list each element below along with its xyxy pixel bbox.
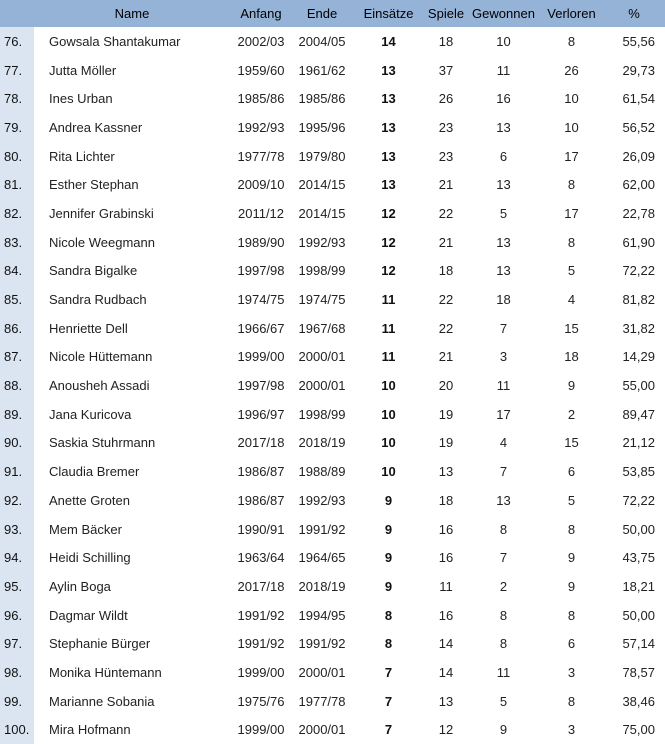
table-row <box>0 285 665 314</box>
cell-rank: 93. <box>0 515 34 544</box>
cell-rank: 92. <box>0 486 34 515</box>
cell-gewonnen: 13 <box>467 170 540 199</box>
cell-start: 2009/10 <box>230 170 292 199</box>
cell-rank: 91. <box>0 457 34 486</box>
cell-end: 1991/92 <box>292 515 352 544</box>
header-rank <box>0 0 34 27</box>
cell-gewonnen: 9 <box>467 716 540 744</box>
table-row <box>0 27 665 56</box>
cell-name: Saskia Stuhrmann <box>34 429 230 458</box>
cell-end: 1994/95 <box>292 601 352 630</box>
cell-rank: 78. <box>0 84 34 113</box>
cell-gewonnen: 11 <box>467 371 540 400</box>
cell-name: Sandra Bigalke <box>34 257 230 286</box>
header-gewonnen: Gewonnen <box>467 0 540 27</box>
cell-name: Claudia Bremer <box>34 457 230 486</box>
cell-name: Nicole Weegmann <box>34 228 230 257</box>
table-row <box>0 658 665 687</box>
cell-end: 2000/01 <box>292 343 352 372</box>
cell-percent: 14,29 <box>603 343 665 372</box>
cell-end: 2018/19 <box>292 572 352 601</box>
cell-verloren: 8 <box>540 170 603 199</box>
cell-name: Stephanie Bürger <box>34 629 230 658</box>
cell-gewonnen: 5 <box>467 687 540 716</box>
cell-einsaetze: 13 <box>352 56 425 85</box>
cell-spiele: 13 <box>425 687 467 716</box>
cell-name: Jutta Möller <box>34 56 230 85</box>
cell-einsaetze: 11 <box>352 285 425 314</box>
cell-name: Anette Groten <box>34 486 230 515</box>
cell-end: 2014/15 <box>292 199 352 228</box>
table-row <box>0 429 665 458</box>
cell-spiele: 18 <box>425 257 467 286</box>
cell-rank: 94. <box>0 543 34 572</box>
cell-spiele: 23 <box>425 142 467 171</box>
cell-rank: 88. <box>0 371 34 400</box>
cell-percent: 29,73 <box>603 56 665 85</box>
cell-end: 1979/80 <box>292 142 352 171</box>
cell-end: 2000/01 <box>292 371 352 400</box>
cell-gewonnen: 16 <box>467 84 540 113</box>
table-body <box>0 27 665 744</box>
cell-rank: 79. <box>0 113 34 142</box>
cell-einsaetze: 10 <box>352 400 425 429</box>
cell-start: 2017/18 <box>230 429 292 458</box>
cell-einsaetze: 10 <box>352 457 425 486</box>
cell-gewonnen: 17 <box>467 400 540 429</box>
header-verloren: Verloren <box>540 0 603 27</box>
table-row <box>0 543 665 572</box>
header-name: Name <box>34 0 230 27</box>
cell-start: 1997/98 <box>230 371 292 400</box>
cell-spiele: 11 <box>425 572 467 601</box>
cell-percent: 22,78 <box>603 199 665 228</box>
cell-name: Gowsala Shantakumar <box>34 27 230 56</box>
cell-einsaetze: 10 <box>352 371 425 400</box>
cell-verloren: 9 <box>540 543 603 572</box>
cell-gewonnen: 10 <box>467 27 540 56</box>
table-row <box>0 56 665 85</box>
cell-end: 2004/05 <box>292 27 352 56</box>
cell-name: Dagmar Wildt <box>34 601 230 630</box>
cell-gewonnen: 11 <box>467 658 540 687</box>
cell-percent: 61,90 <box>603 228 665 257</box>
cell-rank: 95. <box>0 572 34 601</box>
cell-gewonnen: 4 <box>467 429 540 458</box>
cell-spiele: 14 <box>425 658 467 687</box>
cell-gewonnen: 13 <box>467 113 540 142</box>
cell-gewonnen: 13 <box>467 257 540 286</box>
cell-start: 1975/76 <box>230 687 292 716</box>
cell-verloren: 8 <box>540 687 603 716</box>
table-row <box>0 629 665 658</box>
cell-rank: 89. <box>0 400 34 429</box>
table-row <box>0 400 665 429</box>
cell-name: Jana Kuricova <box>34 400 230 429</box>
cell-start: 1986/87 <box>230 486 292 515</box>
cell-einsaetze: 8 <box>352 601 425 630</box>
cell-percent: 50,00 <box>603 601 665 630</box>
cell-verloren: 15 <box>540 429 603 458</box>
cell-verloren: 15 <box>540 314 603 343</box>
cell-rank: 86. <box>0 314 34 343</box>
cell-einsaetze: 12 <box>352 199 425 228</box>
cell-verloren: 8 <box>540 515 603 544</box>
cell-end: 2014/15 <box>292 170 352 199</box>
cell-percent: 78,57 <box>603 658 665 687</box>
cell-rank: 80. <box>0 142 34 171</box>
cell-verloren: 3 <box>540 658 603 687</box>
table-row <box>0 457 665 486</box>
cell-verloren: 18 <box>540 343 603 372</box>
table-row <box>0 601 665 630</box>
cell-gewonnen: 11 <box>467 56 540 85</box>
cell-end: 1967/68 <box>292 314 352 343</box>
cell-verloren: 9 <box>540 572 603 601</box>
cell-rank: 87. <box>0 343 34 372</box>
cell-gewonnen: 7 <box>467 457 540 486</box>
cell-einsaetze: 13 <box>352 142 425 171</box>
cell-gewonnen: 6 <box>467 142 540 171</box>
cell-percent: 75,00 <box>603 716 665 744</box>
cell-name: Andrea Kassner <box>34 113 230 142</box>
table-row <box>0 228 665 257</box>
cell-rank: 83. <box>0 228 34 257</box>
cell-end: 1964/65 <box>292 543 352 572</box>
cell-einsaetze: 11 <box>352 343 425 372</box>
cell-name: Aylin Boga <box>34 572 230 601</box>
cell-end: 1985/86 <box>292 84 352 113</box>
cell-name: Jennifer Grabinski <box>34 199 230 228</box>
cell-end: 2000/01 <box>292 658 352 687</box>
cell-rank: 90. <box>0 429 34 458</box>
cell-start: 1992/93 <box>230 113 292 142</box>
cell-start: 1997/98 <box>230 257 292 286</box>
cell-start: 2011/12 <box>230 199 292 228</box>
cell-start: 1991/92 <box>230 601 292 630</box>
cell-einsaetze: 9 <box>352 543 425 572</box>
table-row <box>0 170 665 199</box>
cell-start: 1999/00 <box>230 343 292 372</box>
cell-name: Monika Hüntemann <box>34 658 230 687</box>
cell-end: 1961/62 <box>292 56 352 85</box>
cell-end: 1998/99 <box>292 257 352 286</box>
cell-spiele: 20 <box>425 371 467 400</box>
cell-start: 1991/92 <box>230 629 292 658</box>
cell-rank: 98. <box>0 658 34 687</box>
cell-spiele: 18 <box>425 486 467 515</box>
cell-name: Nicole Hüttemann <box>34 343 230 372</box>
table-row <box>0 572 665 601</box>
cell-spiele: 16 <box>425 515 467 544</box>
cell-gewonnen: 7 <box>467 314 540 343</box>
cell-percent: 43,75 <box>603 543 665 572</box>
cell-end: 1998/99 <box>292 400 352 429</box>
cell-spiele: 37 <box>425 56 467 85</box>
cell-start: 1985/86 <box>230 84 292 113</box>
cell-percent: 55,00 <box>603 371 665 400</box>
cell-start: 1966/67 <box>230 314 292 343</box>
cell-percent: 18,21 <box>603 572 665 601</box>
cell-einsaetze: 13 <box>352 113 425 142</box>
cell-spiele: 22 <box>425 199 467 228</box>
cell-verloren: 10 <box>540 113 603 142</box>
cell-percent: 56,52 <box>603 113 665 142</box>
cell-spiele: 23 <box>425 113 467 142</box>
table-row <box>0 716 665 744</box>
table-row <box>0 113 665 142</box>
cell-start: 1974/75 <box>230 285 292 314</box>
cell-start: 1959/60 <box>230 56 292 85</box>
cell-einsaetze: 7 <box>352 658 425 687</box>
cell-verloren: 9 <box>540 371 603 400</box>
cell-gewonnen: 18 <box>467 285 540 314</box>
cell-einsaetze: 10 <box>352 429 425 458</box>
cell-spiele: 19 <box>425 400 467 429</box>
cell-rank: 100. <box>0 716 34 744</box>
cell-verloren: 17 <box>540 142 603 171</box>
cell-start: 1986/87 <box>230 457 292 486</box>
cell-verloren: 3 <box>540 716 603 744</box>
cell-verloren: 5 <box>540 486 603 515</box>
cell-start: 1999/00 <box>230 716 292 744</box>
cell-einsaetze: 13 <box>352 170 425 199</box>
cell-percent: 72,22 <box>603 257 665 286</box>
cell-verloren: 2 <box>540 400 603 429</box>
cell-einsaetze: 7 <box>352 716 425 744</box>
table-row <box>0 486 665 515</box>
cell-spiele: 14 <box>425 629 467 658</box>
header-end: Ende <box>292 0 352 27</box>
cell-spiele: 18 <box>425 27 467 56</box>
cell-spiele: 13 <box>425 457 467 486</box>
cell-spiele: 16 <box>425 543 467 572</box>
cell-rank: 85. <box>0 285 34 314</box>
cell-verloren: 8 <box>540 601 603 630</box>
cell-spiele: 22 <box>425 314 467 343</box>
cell-gewonnen: 13 <box>467 486 540 515</box>
table-row <box>0 371 665 400</box>
cell-verloren: 8 <box>540 228 603 257</box>
cell-percent: 57,14 <box>603 629 665 658</box>
cell-start: 2017/18 <box>230 572 292 601</box>
cell-end: 2018/19 <box>292 429 352 458</box>
cell-name: Henriette Dell <box>34 314 230 343</box>
table-row <box>0 687 665 716</box>
cell-spiele: 21 <box>425 170 467 199</box>
cell-rank: 96. <box>0 601 34 630</box>
cell-gewonnen: 5 <box>467 199 540 228</box>
cell-gewonnen: 13 <box>467 228 540 257</box>
cell-rank: 81. <box>0 170 34 199</box>
table-row <box>0 314 665 343</box>
cell-einsaetze: 7 <box>352 687 425 716</box>
cell-verloren: 10 <box>540 84 603 113</box>
cell-name: Ines Urban <box>34 84 230 113</box>
header-start: Anfang <box>230 0 292 27</box>
cell-gewonnen: 3 <box>467 343 540 372</box>
cell-verloren: 6 <box>540 457 603 486</box>
table-row <box>0 199 665 228</box>
cell-percent: 53,85 <box>603 457 665 486</box>
cell-name: Rita Lichter <box>34 142 230 171</box>
cell-gewonnen: 2 <box>467 572 540 601</box>
cell-percent: 50,00 <box>603 515 665 544</box>
cell-start: 1996/97 <box>230 400 292 429</box>
cell-rank: 77. <box>0 56 34 85</box>
cell-start: 2002/03 <box>230 27 292 56</box>
header-percent: % <box>603 0 665 27</box>
cell-gewonnen: 7 <box>467 543 540 572</box>
cell-einsaetze: 9 <box>352 515 425 544</box>
cell-verloren: 6 <box>540 629 603 658</box>
cell-einsaetze: 12 <box>352 257 425 286</box>
cell-rank: 99. <box>0 687 34 716</box>
header-einsaetze: Einsätze <box>352 0 425 27</box>
cell-name: Marianne Sobania <box>34 687 230 716</box>
cell-end: 2000/01 <box>292 716 352 744</box>
cell-end: 1977/78 <box>292 687 352 716</box>
cell-percent: 26,09 <box>603 142 665 171</box>
cell-gewonnen: 8 <box>467 629 540 658</box>
cell-gewonnen: 8 <box>467 601 540 630</box>
cell-verloren: 17 <box>540 199 603 228</box>
cell-spiele: 19 <box>425 429 467 458</box>
cell-start: 1977/78 <box>230 142 292 171</box>
cell-percent: 89,47 <box>603 400 665 429</box>
cell-end: 1995/96 <box>292 113 352 142</box>
table-row <box>0 515 665 544</box>
cell-gewonnen: 8 <box>467 515 540 544</box>
cell-percent: 72,22 <box>603 486 665 515</box>
cell-name: Anousheh Assadi <box>34 371 230 400</box>
cell-spiele: 21 <box>425 343 467 372</box>
cell-rank: 84. <box>0 257 34 286</box>
cell-rank: 97. <box>0 629 34 658</box>
cell-percent: 62,00 <box>603 170 665 199</box>
cell-percent: 55,56 <box>603 27 665 56</box>
table-row <box>0 142 665 171</box>
table-row <box>0 343 665 372</box>
cell-einsaetze: 13 <box>352 84 425 113</box>
cell-name: Mem Bäcker <box>34 515 230 544</box>
cell-percent: 61,54 <box>603 84 665 113</box>
cell-verloren: 5 <box>540 257 603 286</box>
cell-end: 1991/92 <box>292 629 352 658</box>
cell-einsaetze: 9 <box>352 486 425 515</box>
cell-start: 1999/00 <box>230 658 292 687</box>
cell-percent: 38,46 <box>603 687 665 716</box>
cell-einsaetze: 14 <box>352 27 425 56</box>
cell-name: Sandra Rudbach <box>34 285 230 314</box>
cell-percent: 31,82 <box>603 314 665 343</box>
cell-verloren: 4 <box>540 285 603 314</box>
cell-end: 1974/75 <box>292 285 352 314</box>
cell-name: Mira Hofmann <box>34 716 230 744</box>
cell-verloren: 26 <box>540 56 603 85</box>
cell-start: 1990/91 <box>230 515 292 544</box>
cell-einsaetze: 9 <box>352 572 425 601</box>
cell-end: 1988/89 <box>292 457 352 486</box>
cell-verloren: 8 <box>540 27 603 56</box>
table-row <box>0 257 665 286</box>
table-row <box>0 84 665 113</box>
cell-start: 1963/64 <box>230 543 292 572</box>
cell-spiele: 12 <box>425 716 467 744</box>
cell-einsaetze: 12 <box>352 228 425 257</box>
cell-rank: 76. <box>0 27 34 56</box>
cell-spiele: 21 <box>425 228 467 257</box>
cell-rank: 82. <box>0 199 34 228</box>
cell-end: 1992/93 <box>292 228 352 257</box>
cell-spiele: 16 <box>425 601 467 630</box>
cell-percent: 21,12 <box>603 429 665 458</box>
cell-percent: 81,82 <box>603 285 665 314</box>
header-spiele: Spiele <box>425 0 467 27</box>
cell-spiele: 22 <box>425 285 467 314</box>
cell-end: 1992/93 <box>292 486 352 515</box>
table-header-row <box>0 0 665 27</box>
cell-spiele: 26 <box>425 84 467 113</box>
cell-name: Esther Stephan <box>34 170 230 199</box>
cell-start: 1989/90 <box>230 228 292 257</box>
cell-einsaetze: 11 <box>352 314 425 343</box>
cell-einsaetze: 8 <box>352 629 425 658</box>
cell-name: Heidi Schilling <box>34 543 230 572</box>
